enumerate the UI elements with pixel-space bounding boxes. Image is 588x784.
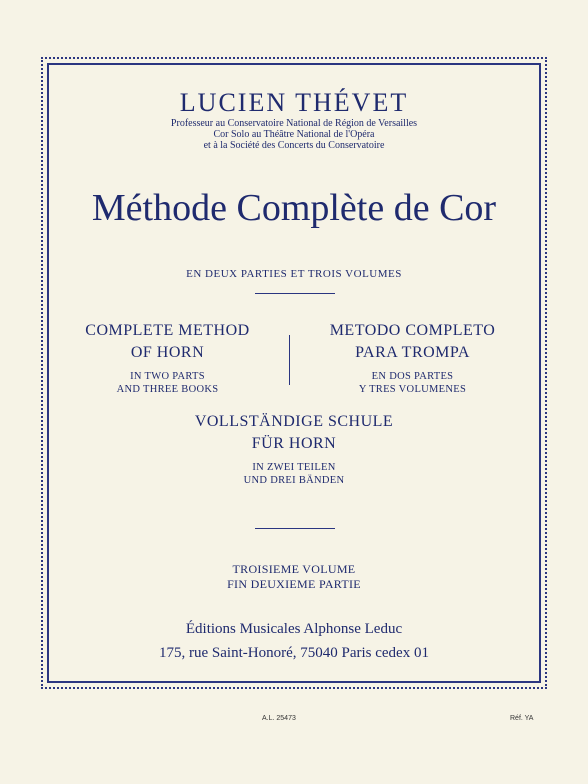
spanish-subtitle-line: Y TRES VOLUMENES [358, 384, 467, 395]
credit-line: Professeur au Conservatoire National de Région de Versailles [170, 118, 418, 129]
spanish-title-block [300, 320, 525, 396]
volume-line: FIN DEUXIEME PARTIE [227, 577, 361, 591]
reference-code: Réf. YA [510, 715, 534, 722]
german-subtitle-line: UND DREI BÄNDEN [243, 475, 345, 486]
volume-block [47, 562, 541, 592]
catalog-number: A.L. 25473 [262, 715, 296, 722]
credit-line: et à la Société des Concerts du Conservatoire [203, 140, 385, 151]
english-title-line: COMPLETE METHOD [85, 322, 250, 339]
spanish-title-line: PARA TROMPA [355, 344, 470, 361]
english-subtitle-line: AND THREE BOOKS [116, 384, 219, 395]
publisher-address: 175, rue Saint-Honoré, 75040 Paris cedex 01 [159, 645, 429, 661]
main-subtitle: EN DEUX PARTIES ET TROIS VOLUMES [186, 268, 402, 280]
spanish-title-line: METODO COMPLETO [329, 322, 496, 339]
german-title-line: FÜR HORN [251, 435, 337, 452]
english-title-block [55, 320, 280, 396]
publisher-name: Éditions Musicales Alphonse Leduc [185, 621, 403, 637]
author-credits [47, 118, 541, 151]
english-title-line: OF HORN [130, 344, 205, 361]
divider [255, 293, 335, 294]
publisher-block [47, 617, 541, 665]
column-separator [289, 335, 290, 385]
spanish-subtitle-line: EN DOS PARTES [371, 371, 454, 382]
german-title-line: VOLLSTÄNDIGE SCHULE [194, 413, 394, 430]
author-name: LUCIEN THÉVET [179, 88, 409, 117]
english-subtitle-line: IN TWO PARTS [130, 371, 205, 382]
volume-line: TROISIEME VOLUME [232, 562, 356, 576]
german-title-block [47, 411, 541, 487]
main-title: Méthode Complète de Cor [91, 187, 497, 229]
credit-line: Cor Solo au Théâtre National de l'Opéra [213, 129, 375, 140]
german-subtitle-line: IN ZWEI TEILEN [252, 462, 336, 473]
divider [255, 528, 335, 529]
